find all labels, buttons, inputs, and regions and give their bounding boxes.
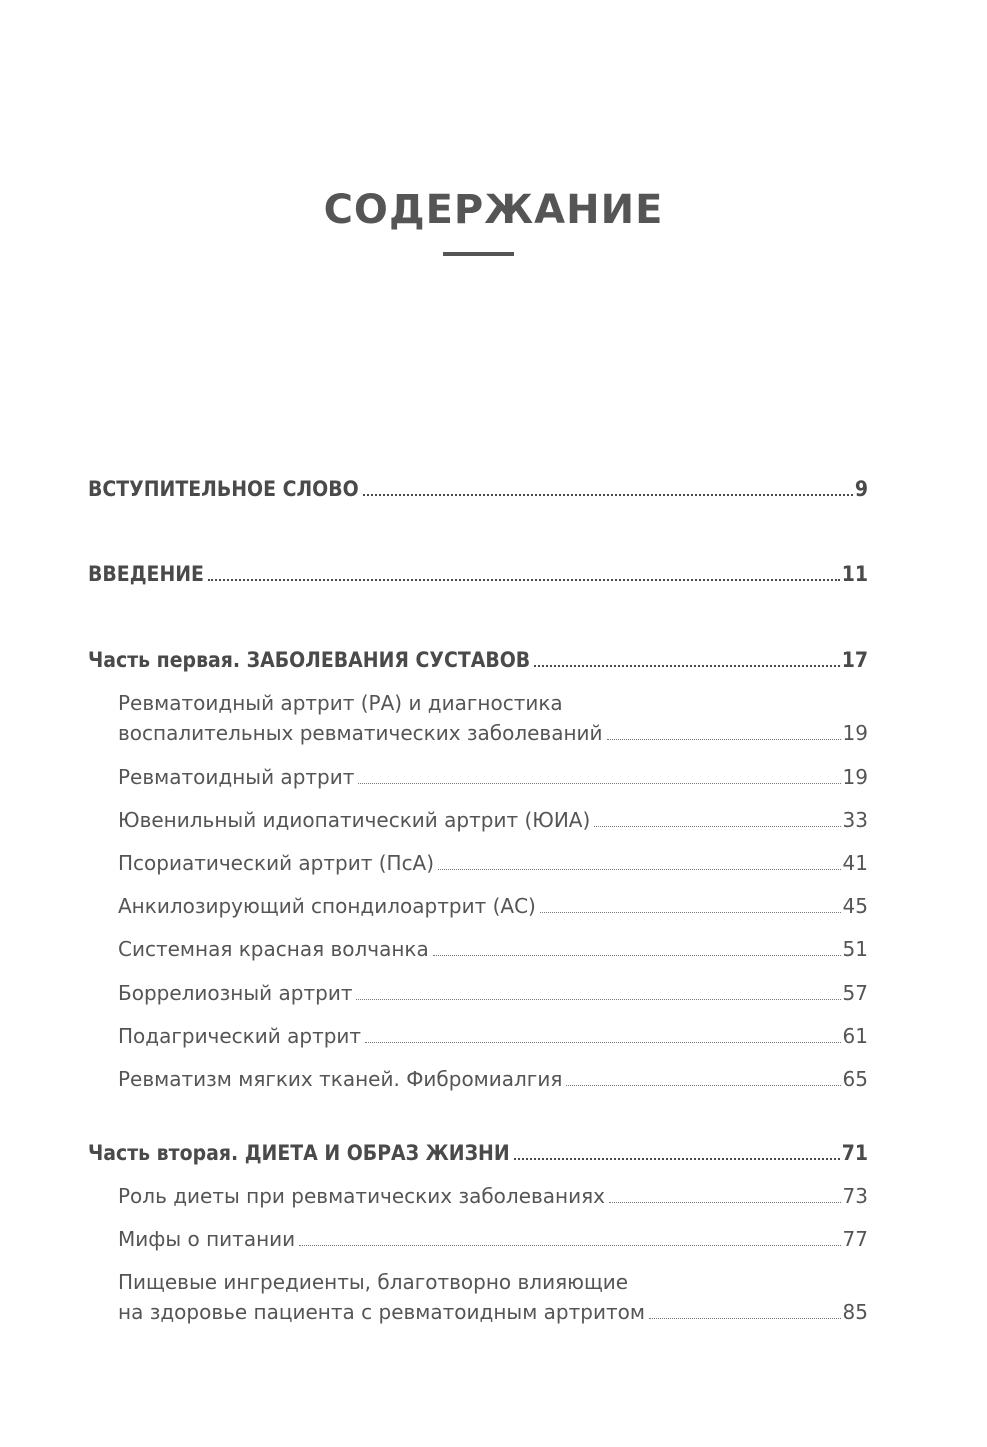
toc-entry-label-line2: на здоровье пациента с ревматоидным артритом	[118, 1300, 645, 1324]
toc-entry-page: 45	[842, 894, 868, 918]
toc-entry-label: Анкилозирующий спондилоартрит (АС)	[118, 894, 536, 918]
toc-entry-page: 11	[841, 562, 868, 586]
dot-leader	[433, 955, 841, 956]
toc-entry-page: 77	[842, 1227, 868, 1251]
toc-entry-page: 57	[842, 981, 868, 1005]
dot-leader	[534, 665, 840, 667]
toc-entry-label: ВСТУПИТЕЛЬНОЕ СЛОВО	[88, 477, 359, 501]
dot-leader	[356, 999, 840, 1000]
toc-entry-label: Часть вторая. ДИЕТА И ОБРАЗ ЖИЗНИ	[88, 1141, 510, 1165]
toc-entry-page: 51	[842, 937, 868, 961]
dot-leader	[609, 1202, 841, 1203]
toc-entry-gout[interactable]	[118, 1021, 868, 1051]
dot-leader	[363, 494, 853, 496]
toc-entry-introduction[interactable]	[88, 559, 868, 589]
toc-entry-label: Ревматоидный артрит	[118, 765, 355, 789]
dot-leader	[566, 1085, 840, 1086]
toc-entry-page: 73	[842, 1184, 868, 1208]
toc-entry-label: Часть первая. ЗАБОЛЕВАНИЯ СУСТАВОВ	[88, 648, 531, 672]
dot-leader	[358, 783, 840, 784]
title-underline	[443, 252, 514, 256]
toc-entry-lupus[interactable]	[118, 934, 868, 964]
toc-entry-ra-diagnostics[interactable]	[118, 688, 868, 748]
toc-entry-label-line1: Пищевые ингредиенты, благотворно влияющие	[118, 1270, 629, 1294]
toc-entry-psoriatic-arthritis[interactable]	[118, 848, 868, 878]
toc-entry-page: 19	[842, 765, 868, 789]
dot-leader	[438, 869, 841, 870]
toc-entry-diet-role[interactable]	[118, 1181, 868, 1211]
dot-leader	[514, 1158, 840, 1160]
dot-leader	[365, 1042, 840, 1043]
toc-entry-part-two[interactable]	[88, 1138, 868, 1168]
toc-entry-page: 9	[854, 477, 868, 501]
dot-leader	[607, 739, 841, 740]
toc-entry-page: 17	[841, 648, 868, 672]
toc-entry-label: Мифы о питании	[118, 1227, 296, 1251]
toc-entry-food-ingredients[interactable]	[118, 1267, 868, 1327]
toc-entry-page: 65	[842, 1067, 868, 1091]
toc-entry-soft-tissue-rheumatism[interactable]	[118, 1064, 868, 1094]
toc-entry-label-line2: воспалительных ревматических заболеваний	[118, 721, 603, 745]
toc-entry-juvenile-arthritis[interactable]	[118, 805, 868, 835]
toc-entry-borreliosis-arthritis[interactable]	[118, 978, 868, 1008]
toc-entry-label: ВВЕДЕНИЕ	[88, 562, 204, 586]
toc-entry-rheumatoid-arthritis[interactable]	[118, 762, 868, 792]
dot-leader	[540, 912, 841, 913]
toc-entry-page: 19	[842, 721, 868, 745]
toc-entry-label: Ювенильный идиопатический артрит (ЮИА)	[118, 808, 591, 832]
toc-entry-label: Псориатический артрит (ПсА)	[118, 851, 435, 875]
toc-entry-ankylosing-spondylitis[interactable]	[118, 891, 868, 921]
toc-entry-nutrition-myths[interactable]	[118, 1224, 868, 1254]
dot-leader	[594, 826, 840, 827]
toc-entry-foreword[interactable]	[88, 474, 868, 504]
toc-entry-label: Подагрический артрит	[118, 1024, 362, 1048]
toc-entry-label: Ревматизм мягких тканей. Фибромиалгия	[118, 1067, 563, 1091]
dot-leader	[299, 1245, 840, 1246]
toc-entry-page: 85	[842, 1300, 868, 1324]
toc-entry-page: 71	[841, 1141, 868, 1165]
toc-entry-page: 61	[842, 1024, 868, 1048]
page-title: СОДЕРЖАНИЕ	[323, 187, 664, 233]
toc-entry-label: Системная красная волчанка	[118, 937, 429, 961]
toc-entry-page: 33	[842, 808, 868, 832]
toc-entry-label-line1: Ревматоидный артрит (РА) и диагностика	[118, 691, 563, 715]
toc-entry-label: Боррелиозный артрит	[118, 981, 353, 1005]
toc-entry-part-one[interactable]	[88, 645, 868, 675]
dot-leader	[649, 1318, 841, 1319]
toc-entry-page: 41	[842, 851, 868, 875]
dot-leader	[208, 579, 840, 581]
toc-entry-label: Роль диеты при ревматических заболеваниях	[118, 1184, 605, 1208]
